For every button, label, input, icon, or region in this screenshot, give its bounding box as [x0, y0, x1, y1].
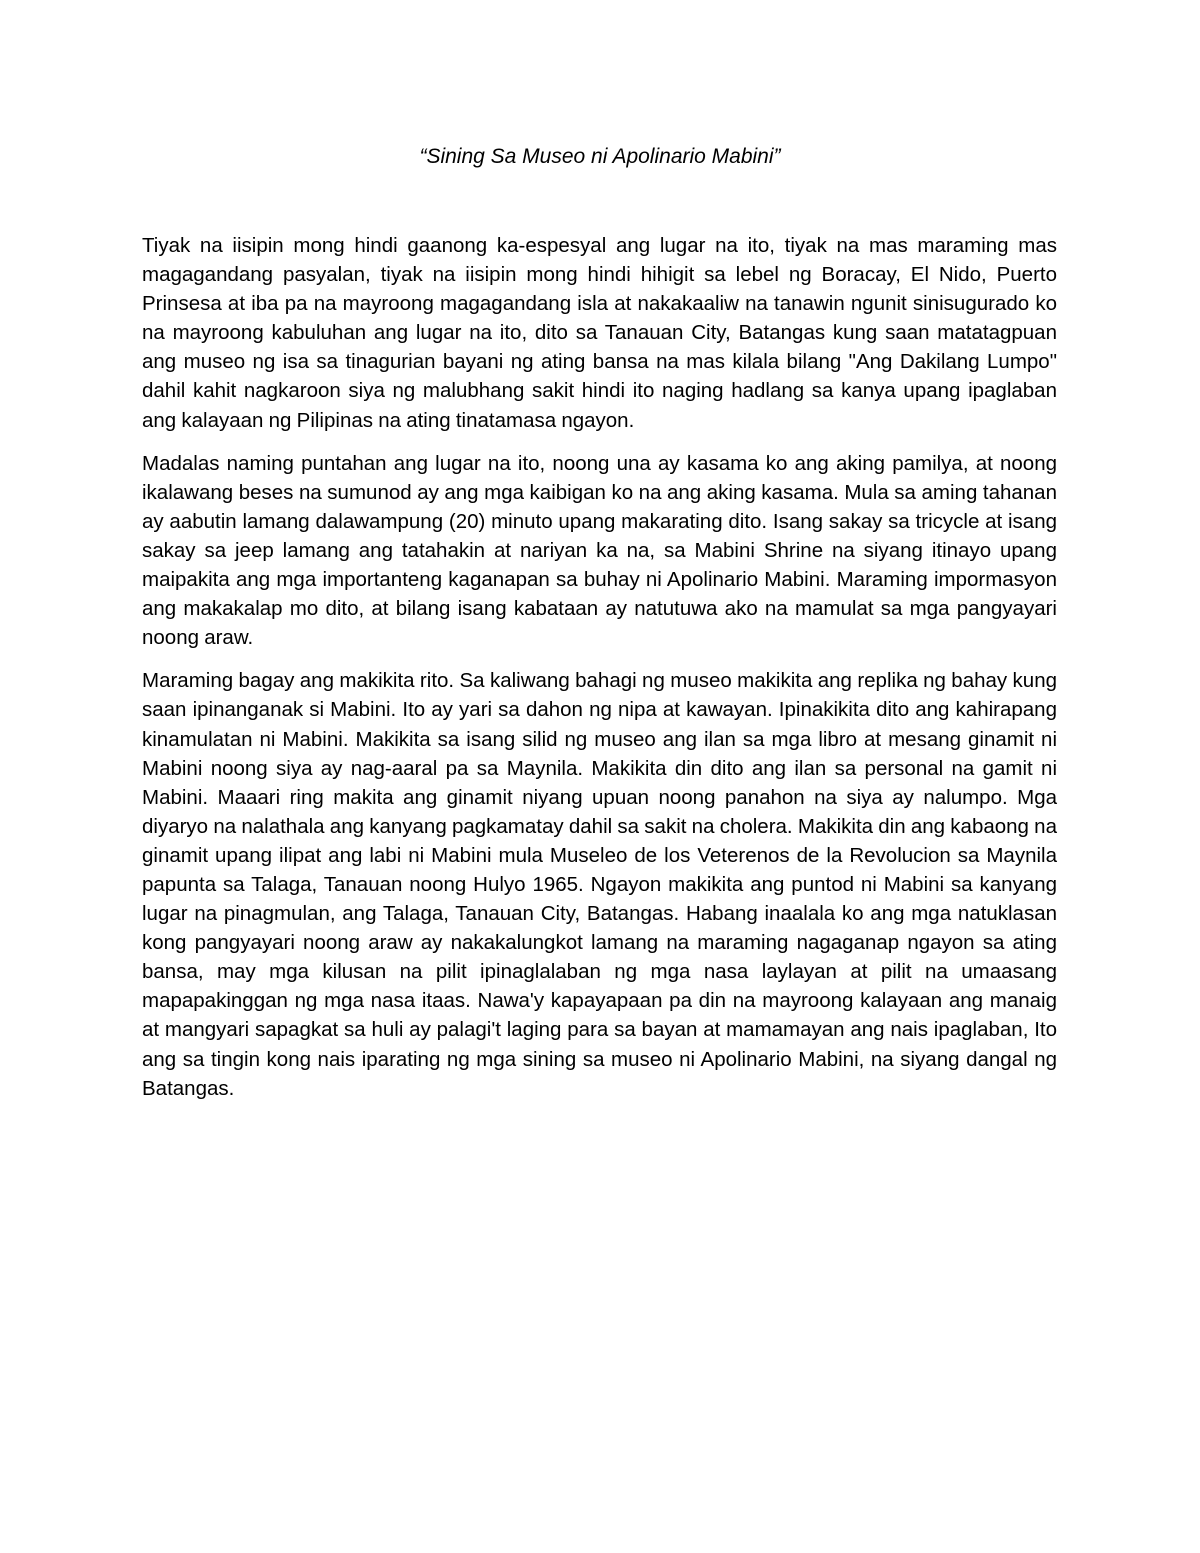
paragraph-2: Madalas naming puntahan ang lugar na ito, noong una ay kasama ko ang aking pamilya, at noong ikalawang beses na sumunod ay ang mga kaibigan ko na ang aking kasama. Mula sa aming tahanan ay aabutin lamang dalawampung (20) minuto upang makarating dito. Isang sakay sa tricycle at isang sakay sa jeep lamang ang tatahakin at nariyan ka na, sa Mabini Shrine na siyang itinayo upang maipakita ang mga importanteng kaganapan sa buhay ni Apolinario Mabini. Maraming impormasyon ang makakalap mo dito, at bilang isang kabataan ay natutuwa ako na mamulat sa mga pangyayari noong araw. [142, 451, 1057, 650]
document-body [142, 231, 1057, 1117]
paragraph-1: Tiyak na iisipin mong hindi gaanong ka-espesyal ang lugar na ito, tiyak na mas maraming mas magagandang pasyalan, tiyak na iisipin mong hindi hihigit sa lebel ng Boracay, El Nido, Puerto Prinsesa at iba pa na mayroong magagandang isla at nakakaaliw na tanawin ngunit sinisugurado ko na mayroong kabuluhan ang lugar na ito, dito sa Tanauan City, Batangas kung saan matatagpuan ang museo ng isa sa tinagurian bayani ng ating bansa na mas kilala bilang "Ang Dakilang Lumpo" dahil kahit nagkaroon siya ng malubhang sakit hindi ito naging hadlang sa kanya upang ipaglaban ang kalayaan ng Pilipinas na ating tinatamasa ngayon. [142, 234, 1057, 432]
paragraph-3: Maraming bagay ang makikita rito. Sa kaliwang bahagi ng museo makikita ang replika ng bahay kung saan ipinanganak si Mabini. Ito ay yari sa dahon ng nipa at kawayan. Ipinakikita dito ang kahirapang kinamulatan ni Mabini. Makikita sa isang silid ng museo ang ilan sa mga libro at mesang ginamit ni Mabini noong siya ay nag-aaral pa sa Maynila. Makikita din dito ang ilan sa personal na gamit ni Mabini. Maaari ring makita ang ginamit niyang upuan noong panahon na siya ay nalumpo. Mga diyaryo na nalathala ang kanyang pagkamatay dahil sa sakit na cholera. Makikita din ang kabaong na ginamit upang ilipat ang labi ni Mabini mula Museleo de los Veterenos de la Revolucion sa Maynila papunta sa Talaga, Tanauan noong Hulyo 1965. Ngayon makikita ang puntod ni Mabini sa kanyang lugar na pinagmulan, ang Talaga, Tanauan City, Batangas. Habang inaalala ko ang mga natuklasan kong pangyayari noong araw ay nakakalungkot lamang na maraming nagaganap ngayon sa ating bansa, may mga kilusan na pilit ipinaglalaban ng mga nasa laylayan at pilit na umaasang mapapakinggan ng mga nasa itaas. Nawa'y kapayapaan pa din na mayroong kalayaan ang manaig at mangyari sapagkat sa huli ay palagi't laging para sa bayan at mamamayan ang nais ipaglaban, Ito ang sa tingin kong nais iparating ng mga sining sa museo ni Apolinario Mabini, na siyang dangal ng Batangas. [142, 669, 1057, 1100]
document-title: “Sining Sa Museo ni Apolinario Mabini” [419, 145, 781, 168]
